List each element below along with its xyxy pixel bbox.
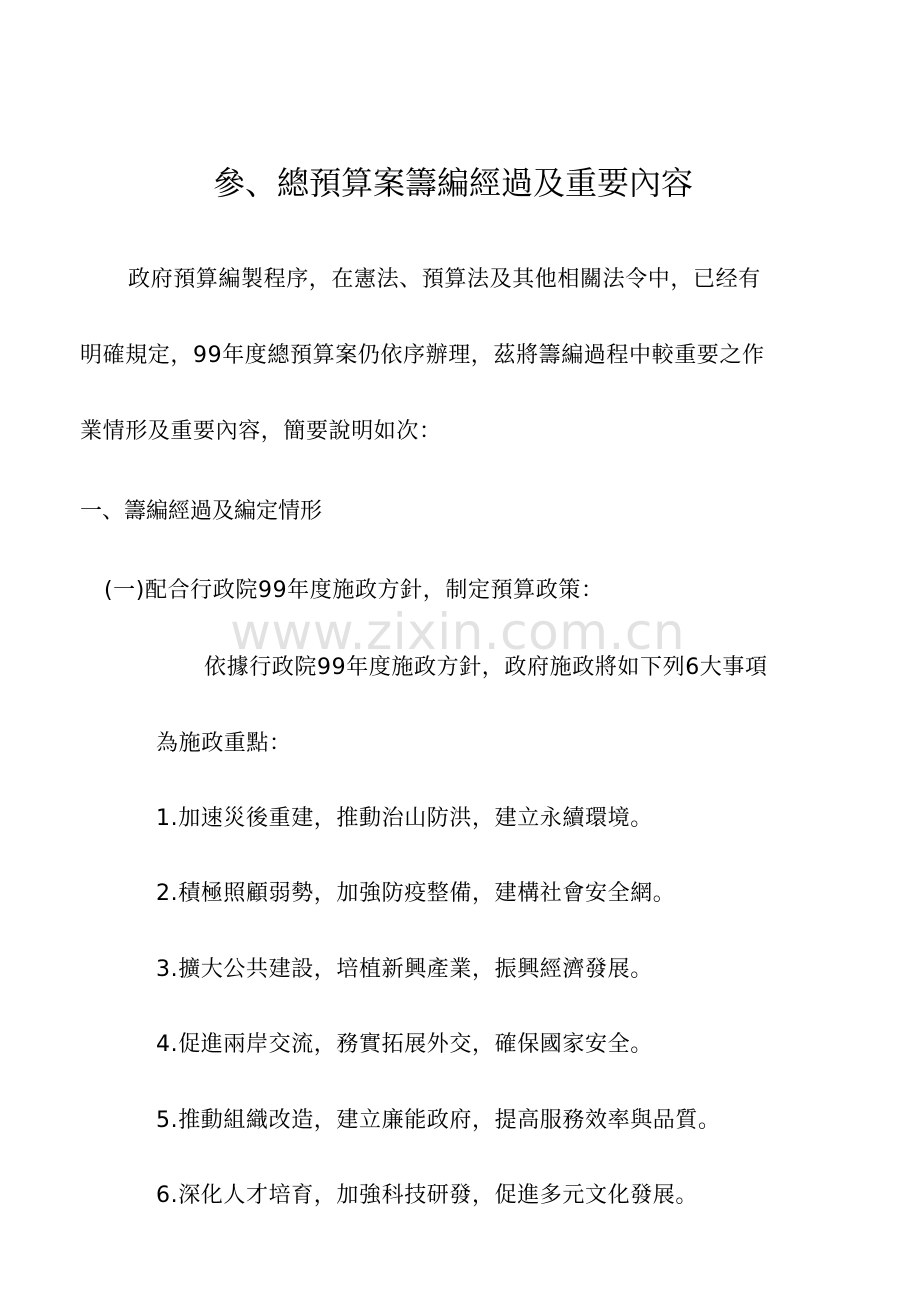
subsection-paragraph-line-2: 為施政重點： <box>156 731 292 756</box>
watermark: www.zixin.com.cn <box>230 603 686 661</box>
intro-line-2: 明確規定，99年度總預算案仍依序辦理，茲將籌編過程中較重要之作 <box>80 343 765 368</box>
list-item-6: 6.深化人才培育，加強科技研發，促進多元文化發展。 <box>156 1183 698 1208</box>
list-item-4: 4.促進兩岸交流，務實拓展外交，確保國家安全。 <box>156 1032 653 1057</box>
section-heading: 一、籌編經過及編定情形 <box>80 499 323 524</box>
list-item-1: 1.加速災後重建，推動治山防洪，建立永續環境。 <box>156 806 653 831</box>
list-item-3: 3.擴大公共建設，培植新興產業，振興經濟發展。 <box>156 957 653 982</box>
page-title: 參、總預算案籌編經過及重要內容 <box>213 164 694 202</box>
list-item-2: 2.積極照顧弱勢，加強防疫整備，建構社會安全網。 <box>156 881 676 906</box>
subsection-paragraph-line-1: 依據行政院99年度施政方針，政府施政將如下列6大事項 <box>204 655 768 680</box>
intro-line-3: 業情形及重要內容，簡要說明如次： <box>80 419 442 444</box>
list-item-5: 5.推動組織改造，建立廉能政府，提高服務效率與品質。 <box>156 1108 721 1133</box>
intro-line-1: 政府預算編製程序，在憲法、預算法及其他相關法令中，已经有 <box>128 267 761 292</box>
subsection-heading: (一)配合行政院99年度施政方針，制定預算政策： <box>104 578 604 603</box>
